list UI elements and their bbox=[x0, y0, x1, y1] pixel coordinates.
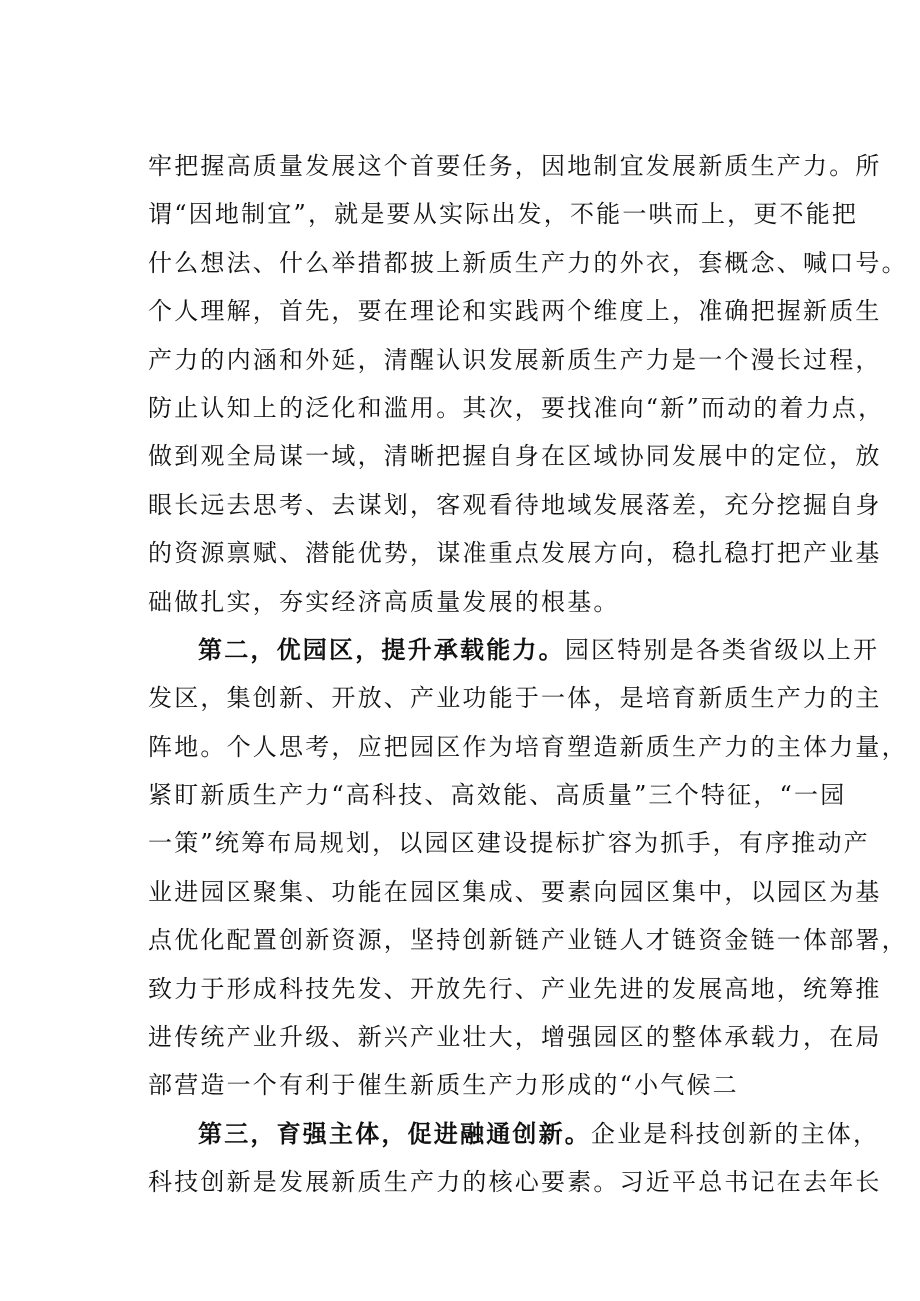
text-line: 防止认知上的泛化和滥用。其次，要找准向“新”而动的着力点， bbox=[148, 393, 885, 422]
text-line: 一策”统筹布局规划，以园区建设提标扩容为抓手，有序推动产 bbox=[148, 829, 870, 858]
text-line: 产力的内涵和外延，清醒认识发展新质生产力是一个漫长过程， bbox=[148, 345, 882, 374]
text-line: 阵地。个人思考，应把园区作为培育塑造新质生产力的主体力量， bbox=[148, 732, 908, 761]
paragraph-text: 企业是科技创新的主体， bbox=[591, 1119, 880, 1148]
text-line: 什么想法、什么举措都披上新质生产力的外衣，套概念、喊口号。 bbox=[148, 248, 908, 277]
text-line: 做到观全局谋一域，清晰把握自身在区域协同发展中的定位，放 bbox=[148, 442, 882, 471]
paragraph-text: 园区特别是各类省级以上开 bbox=[564, 635, 880, 664]
text-line: 个人理解，首先，要在理论和实践两个维度上，准确把握新质生 bbox=[148, 297, 882, 326]
document-body bbox=[148, 142, 908, 1207]
text-line: 紧盯新质生产力“高科技、高效能、高质量”三个特征，“一园 bbox=[148, 781, 847, 810]
text-line: 础做扎实，夯实经济高质量发展的根基。 bbox=[148, 587, 620, 616]
paragraph-1 bbox=[148, 142, 908, 626]
paragraph-3 bbox=[148, 1110, 882, 1207]
paragraph-first-line bbox=[148, 626, 880, 674]
paragraph-heading: 第二，优园区，提升承载能力。 bbox=[198, 635, 565, 664]
paragraph-2 bbox=[148, 626, 908, 1110]
text-line: 科技创新是发展新质生产力的核心要素。习近平总书记在去年长 bbox=[148, 1168, 882, 1197]
text-line: 进传统产业升级、新兴产业壮大，增强园区的整体承载力，在局 bbox=[148, 1023, 882, 1052]
text-line: 眼长远去思考、去谋划，客观看待地域发展落差，充分挖掘自身 bbox=[148, 490, 882, 519]
text-line: 部营造一个有利于催生新质生产力形成的“小气候二 bbox=[148, 1071, 739, 1100]
text-line: 发区，集创新、开放、产业功能于一体，是培育新质生产力的主 bbox=[148, 684, 882, 713]
paragraph-heading: 第三，育强主体，促进融通创新。 bbox=[198, 1119, 591, 1148]
text-line: 谓“因地制宜”，就是要从实际出发，不能一哄而上，更不能把 bbox=[148, 200, 859, 229]
paragraph-first-line bbox=[148, 1110, 880, 1158]
text-line: 业进园区聚集、功能在园区集成、要素向园区集中，以园区为基 bbox=[148, 877, 882, 906]
text-line: 致力于形成科技先发、开放先行、产业先进的发展高地，统筹推 bbox=[148, 974, 882, 1003]
text-line: 的资源禀赋、潜能优势，谋准重点发展方向，稳扎稳打把产业基 bbox=[148, 539, 882, 568]
text-line: 牢把握高质量发展这个首要任务，因地制宜发展新质生产力。所 bbox=[148, 152, 882, 180]
text-line: 点优化配置创新资源，坚持创新链产业链人才链资金链一体部署， bbox=[148, 926, 908, 955]
